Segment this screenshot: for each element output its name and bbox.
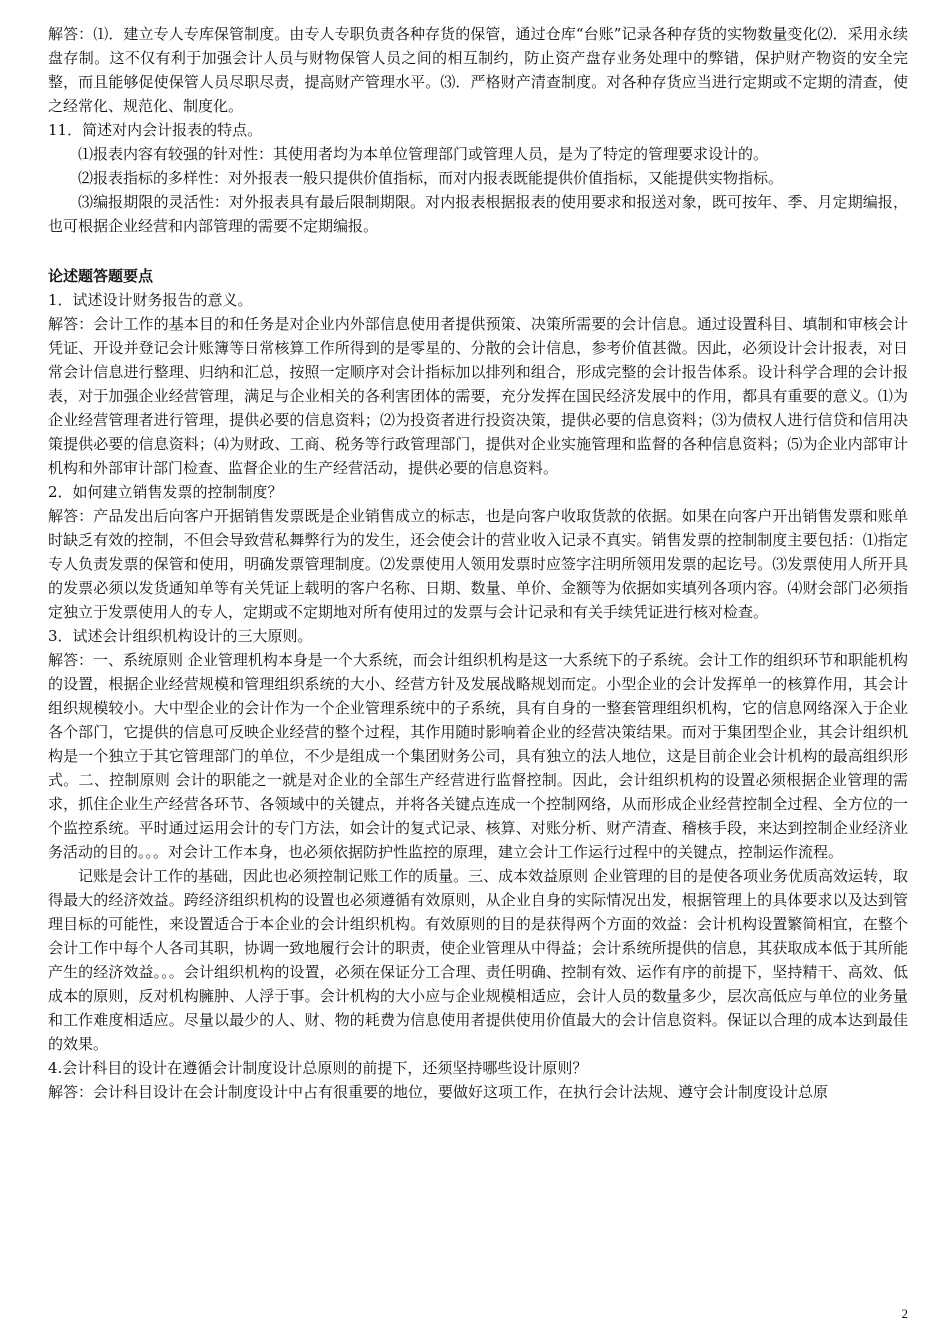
paragraph: ⑵报表指标的多样性：对外报表一般只提供价值指标，而对内报表既能提供价值指标，又能提供实物指标。 <box>78 169 784 187</box>
question-heading: 2．如何建立销售发票的控制制度？ <box>48 483 283 501</box>
paragraph: 记账是会计工作的基础，因此也必须控制记账工作的质量。三、成本效益原则 企业管理的目的是使各项业务优质高效运转，取得最大的经济效益。跨经济组织机构的设置也必须遵循有效原则，从企业自身的实际情况出发，根据管理上的具体要求以及达到管理目标的可能性，来设置适合于本企业的会计组织机构。有效原则的目的是获得两个方面的效益：会计机构设置繁简相宜，在整个会计工作中每个人各司其职，协调一致地履行会计的职责，使企业管理从中得益；会计系统所提供的信息，其获取成本低于其所能产生的经济效益。。。会计组织机构的设置，必须在保证分工合理、责任明确、控制有效、运作有序的前提下，坚持精干、高效、低成本的原则，反对机构臃肿、人浮于事。会计机构的大小应与企业规模相适应，会计人员的数量多少，层次高低应与单位的业务量和工作难度相适应。尽量以最少的人、财、物的耗费为信息使用者提供使用价值最大的会计信息资料。保证以合理的成本达到最佳的效果。 <box>48 867 908 1053</box>
paragraph: 解答：一、系统原则 企业管理机构本身是一个大系统，而会计组织机构是这一大系统下的子系统。会计工作的组织环节和职能机构的设置，根据企业经营规模和管理组织系统的大小、经营方针及发展战略规划而定。小型企业的会计发挥单一的核算作用，其会计组织规模较小。大中型企业的会计作为一个企业管理系统中的子系统，具有自身的一整套管理组织机构，它的信息网络深入于企业各个部门，它提供的信息可反映企业经营的整个过程，其作用随时影响着企业的经营决策结果。而对于集团型企业，其会计组织机构是一个独立于其它管理部门的单位，不少是组成一个集团财务公司，具有独立的法人地位，这是目前企业会计机构的最高组织形式。二、控制原则 会计的职能之一就是对企业的全部生产经营进行监督控制。因此，会计组织机构的设置必须根据企业管理的需求，抓住企业生产经营各环节、各领域中的关键点，并将各关键点连成一个控制网络，从而形成企业经营控制全过程、全方位的一个监控系统。平时通过运用会计的专门方法，如会计的复式记录、核算、对账分析、财产清查、稽核手段，来达到控制企业经济业务活动的目的。。。对会计工作本身，也必须依据防护性监控的原理，建立会计工作运行过程中的关键点，控制运作流程。 <box>48 651 908 861</box>
paragraph: 解答：产品发出后向客户开据销售发票既是企业销售成立的标志，也是向客户收取货款的依据。如果在向客户开出销售发票和账单时缺乏有效的控制，不但会导致营私舞弊行为的发生，还会使会计的营业收入记录不真实。销售发票的控制制度主要包括：⑴指定专人负责发票的保管和使用，明确发票管理制度。⑵发票使用人领用发票时应签字注明所领用发票的起讫号。⑶发票使用人所开具的发票必须以发货通知单等有关凭证上载明的客户名称、日期、数量、单价、金额等为依据如实填列各项内容。⑷财会部门必须指定独立于发票使用人的专人，定期或不定期地对所有使用过的发票与会计记录和有关手续凭证进行核对检查。 <box>48 507 908 621</box>
question-heading: 11．简述对内会计报表的特点。 <box>48 121 263 139</box>
paragraph: 解答：会计工作的基本目的和任务是对企业内外部信息使用者提供预策、决策所需要的会计信息。通过设置科目、填制和审核会计凭证、开设并登记会计账簿等日常核算工作所得到的是零星的、分散的会计信息，参考价值甚微。因此，必须设计会计报表，对日常会计信息进行整理、归纳和汇总，按照一定顺序对会计指标加以排列和组合，形成完整的会计报告体系。设计科学合理的会计报表，对于加强企业经营管理，满足与企业相关的各利害团体的需要，充分发挥在国民经济发展中的作用，都具有重要的意义。⑴为企业经营管理者进行管理，提供必要的信息资料；⑵为投资者进行投资决策，提供必要的信息资料；⑶为债权人进行信贷和信用决策提供必要的信息资料；⑷为财政、工商、税务等行政管理部门，提供对企业实施管理和监督的各种信息资料；⑸为企业内部审计机构和外部审计部门检查、监督企业的生产经营活动，提供必要的信息资料。 <box>48 315 908 477</box>
section-title: 论述题答题要点 <box>48 267 154 285</box>
paragraph: 解答：会计科目设计在会计制度设计中占有很重要的地位，要做好这项工作，在执行会计法规、遵守会计制度设计总原 <box>48 1083 829 1101</box>
paragraph: 解答：⑴．建立专人专库保管制度。由专人专职负责各种存货的保管，通过仓库“台账”记录各种存货的实物数量变化⑵．采用永续盘存制。这不仅有利于加强会计人员与财物保管人员之间的相互制约，防止资产盘存业务处理中的弊错，保护财产物资的安全完整，而且能够促使保管人员尽职尽责，提高财产管理水平。⑶．严格财产清查制度。对各种存货应当进行定期或不定期的清查，使之经常化、规范化、制度化。 <box>48 25 908 115</box>
question-heading: 1．试述设计财务报告的意义。 <box>48 291 253 309</box>
question-heading: 4.会计科目的设计在遵循会计制度设计总原则的前提下，还须坚持哪些设计原则？ <box>48 1059 588 1077</box>
paragraph: ⑶编报期限的灵活性：对外报表具有最后限制期限。对内报表根据报表的使用要求和报送对象，既可按年、季、月定期编报，也可根据企业经营和内部管理的需要不定期编报。 <box>48 193 908 235</box>
document-body <box>48 22 908 1104</box>
paragraph: ⑴报表内容有较强的针对性：其使用者均为本单位管理部门或管理人员，是为了特定的管理要求设计的。 <box>78 145 769 163</box>
page-number: 2 <box>901 1306 908 1321</box>
question-heading: 3．试述会计组织机构设计的三大原则。 <box>48 627 313 645</box>
